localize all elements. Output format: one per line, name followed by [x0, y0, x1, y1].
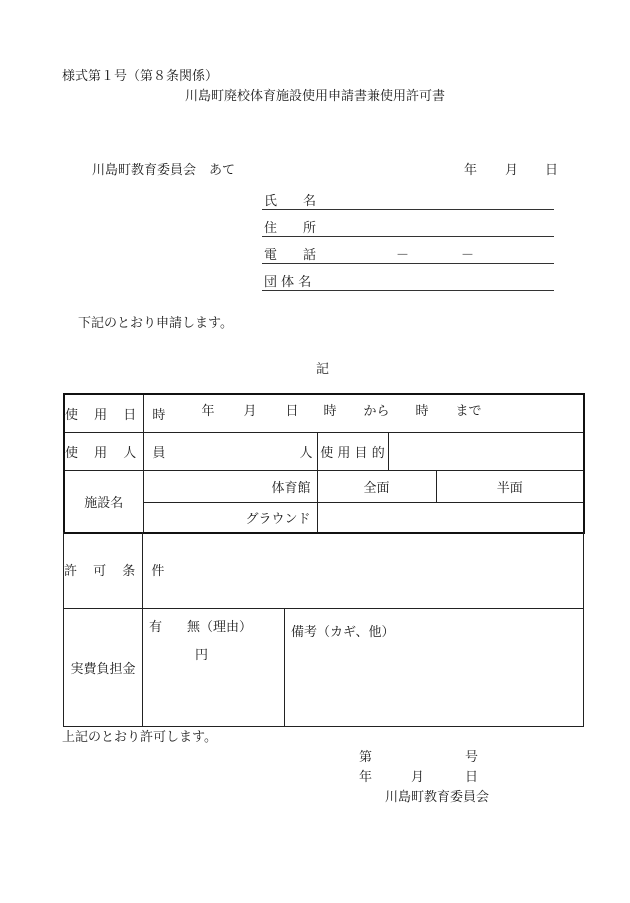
remarks-cell[interactable] [285, 608, 584, 726]
footer-month-label: 月 [411, 770, 425, 785]
cost-cell[interactable] [143, 608, 285, 726]
approval-statement: 上記のとおり許可します。 [62, 730, 217, 745]
facility-label: 施設名 [64, 470, 143, 533]
footer-year-label: 年 [359, 770, 373, 785]
yen-unit: 円 [195, 647, 209, 663]
header-year-label: 年 [464, 163, 478, 178]
address-field[interactable] [262, 236, 554, 237]
ground-detail-cell[interactable] [317, 502, 584, 533]
made-label: まで [455, 404, 482, 420]
date-year-label: 年 [201, 404, 215, 420]
purpose-label: 使 用 目 的 [317, 432, 388, 470]
header-month-label: 月 [505, 163, 519, 178]
start-hour-label: 時 [323, 404, 337, 420]
yes-option[interactable]: 有 [149, 619, 163, 635]
document-title: 川島町廃校体育施設使用申請書兼使用許可書 [185, 89, 446, 104]
end-hour-label: 時 [415, 404, 429, 420]
application-statement: 下記のとおり申請します。 [78, 316, 233, 331]
gym-option[interactable]: 体育館 [143, 470, 317, 502]
kara-label: から [363, 404, 390, 420]
group-name-field[interactable] [262, 290, 554, 291]
addressee: 川島町教育委員会 あて [92, 163, 236, 178]
no-option[interactable]: 無（理由） [187, 619, 253, 635]
phone-label: 電 話 [264, 248, 317, 263]
form-number: 様式第１号（第８条関係） [62, 69, 219, 84]
phone-field[interactable] [262, 263, 554, 264]
full-court-option[interactable]: 全面 [317, 470, 436, 502]
issuer: 川島町教育委員会 [385, 790, 490, 805]
users-label: 使 用 人 員 [64, 432, 143, 470]
purpose-cell[interactable] [388, 432, 584, 470]
remarks-label: 備考（カギ、他） [291, 624, 395, 640]
usage-date-label: 使 用 日 時 [64, 394, 143, 432]
header-day-label: 日 [545, 163, 559, 178]
half-court-option[interactable]: 半面 [436, 470, 584, 502]
phone-separators: － － [396, 248, 475, 263]
application-table [63, 393, 585, 534]
date-day-label: 日 [285, 404, 299, 420]
approval-table [63, 532, 584, 727]
person-unit: 人 [299, 445, 313, 461]
name-field[interactable] [262, 209, 554, 210]
ki-heading: 記 [316, 362, 330, 377]
cost-label: 実費負担金 [64, 608, 143, 726]
date-month-label: 月 [243, 404, 257, 420]
address-label: 住 所 [264, 221, 317, 236]
conditions-cell[interactable] [143, 532, 584, 608]
usage-date-cell[interactable] [143, 394, 584, 432]
dai-label: 第 [359, 750, 373, 765]
ground-option[interactable]: グラウンド [143, 502, 317, 533]
group-name-label: 団 体 名 [264, 275, 312, 290]
name-label: 氏 名 [264, 194, 317, 209]
go-label: 号 [465, 750, 479, 765]
conditions-label: 許 可 条 件 [64, 532, 143, 608]
footer-day-label: 日 [465, 770, 479, 785]
